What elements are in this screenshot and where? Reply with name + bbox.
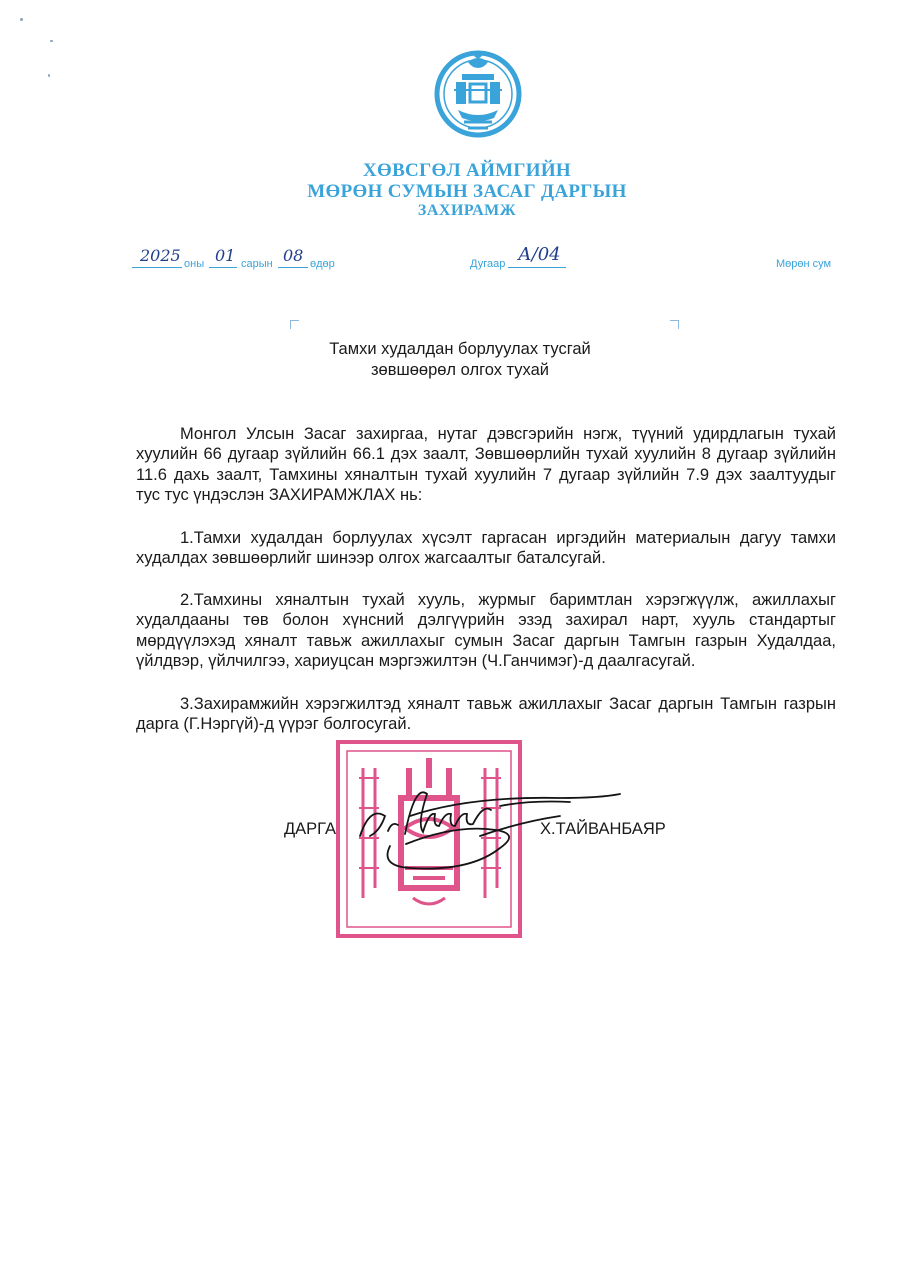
month-label: сарын	[241, 258, 273, 270]
signatory-name: Х.ТАЙВАНБАЯР	[540, 820, 666, 838]
number-label: Дугаар	[470, 258, 506, 270]
document-type: ЗАХИРАМЖ	[417, 202, 517, 219]
year-value: 2025	[140, 246, 181, 265]
year-underline	[132, 267, 182, 268]
item-1-text: 1.Тамхи худалдан борлуулах хүсэлт гаргасан иргэдийн материалын дагуу тамхи худалдах зөвшөөрлийг шинээр олгох жагсаалтыг баталсугай.	[136, 529, 836, 568]
item-3-paragraph	[136, 694, 836, 735]
number-value: А/04	[518, 244, 561, 265]
scan-speck	[48, 74, 50, 77]
scan-speck	[50, 40, 53, 42]
handwritten-signature	[350, 776, 630, 876]
item-3-text: 3.Захирамжийн хэрэгжилтэд хяналт тавьж ажиллахыг Засаг даргын Тамгын газрын дарга (Г.Нэргүй)-д үүрэг болгосугай.	[136, 695, 836, 734]
subject-line1: Тамхи худалдан борлуулах тусгай	[329, 340, 591, 358]
intro-text: Монгол Улсын Засаг захиргаа, нутаг дэвсгэрийн нэгж, түүний удирдлагын тухай хуулийн 66 дугаар зүйлийн 66.1 дэх заалт, Зөвшөөрлийн тухай хуулийн 8 дугаар зүйлийн 11.6 дахь заалт, Тамхины хяналтын тухай хуулийн 7 дугаар зүйлийн 7.9 дэх заалтуудыг тус тус үндэслэн ЗАХИРАМЖЛАХ нь:	[136, 425, 836, 505]
subject-corner-right	[670, 320, 679, 329]
item-2-text: 2.Тамхины хяналтын тухай хууль, журмыг баримтлан хэрэгжүүлж, ажиллахыг худалдааны төв болон хүнсний дэлгүүрийн эзэд захирал нарт, хууль стандартыг мөрдүүлэхэд хяналт тавьж ажиллахыг сумын Засаг даргын Тамгын газрын Худалдаа, үйлдвэр, үйлчилгээ, хариуцсан мэргэжилтэн (Ч.Ганчимэг)-д даалгасугай.	[136, 591, 836, 671]
item-1-paragraph	[136, 528, 836, 569]
number-underline	[508, 267, 566, 268]
state-emblem-icon	[434, 44, 522, 144]
month-value: 01	[215, 246, 236, 265]
month-underline	[209, 267, 237, 268]
place-label: Мөрөн сум	[776, 258, 832, 270]
day-label: өдөр	[310, 258, 335, 270]
signatory-title: ДАРГА	[284, 820, 337, 838]
day-underline	[278, 267, 308, 268]
subject-corner-left	[290, 320, 299, 329]
day-value: 08	[283, 246, 304, 265]
scan-speck	[20, 18, 23, 21]
intro-paragraph	[136, 424, 836, 506]
org-name-line2: МӨРӨН СУМЫН ЗАСАГ ДАРГЫН	[307, 181, 627, 202]
subject-line2: зөвшөөрөл олгох тухай	[370, 361, 550, 379]
org-name-line1: ХӨВСГӨЛ АЙМГИЙН	[362, 160, 572, 181]
item-2-paragraph	[136, 590, 836, 672]
year-label: оны	[184, 258, 205, 270]
